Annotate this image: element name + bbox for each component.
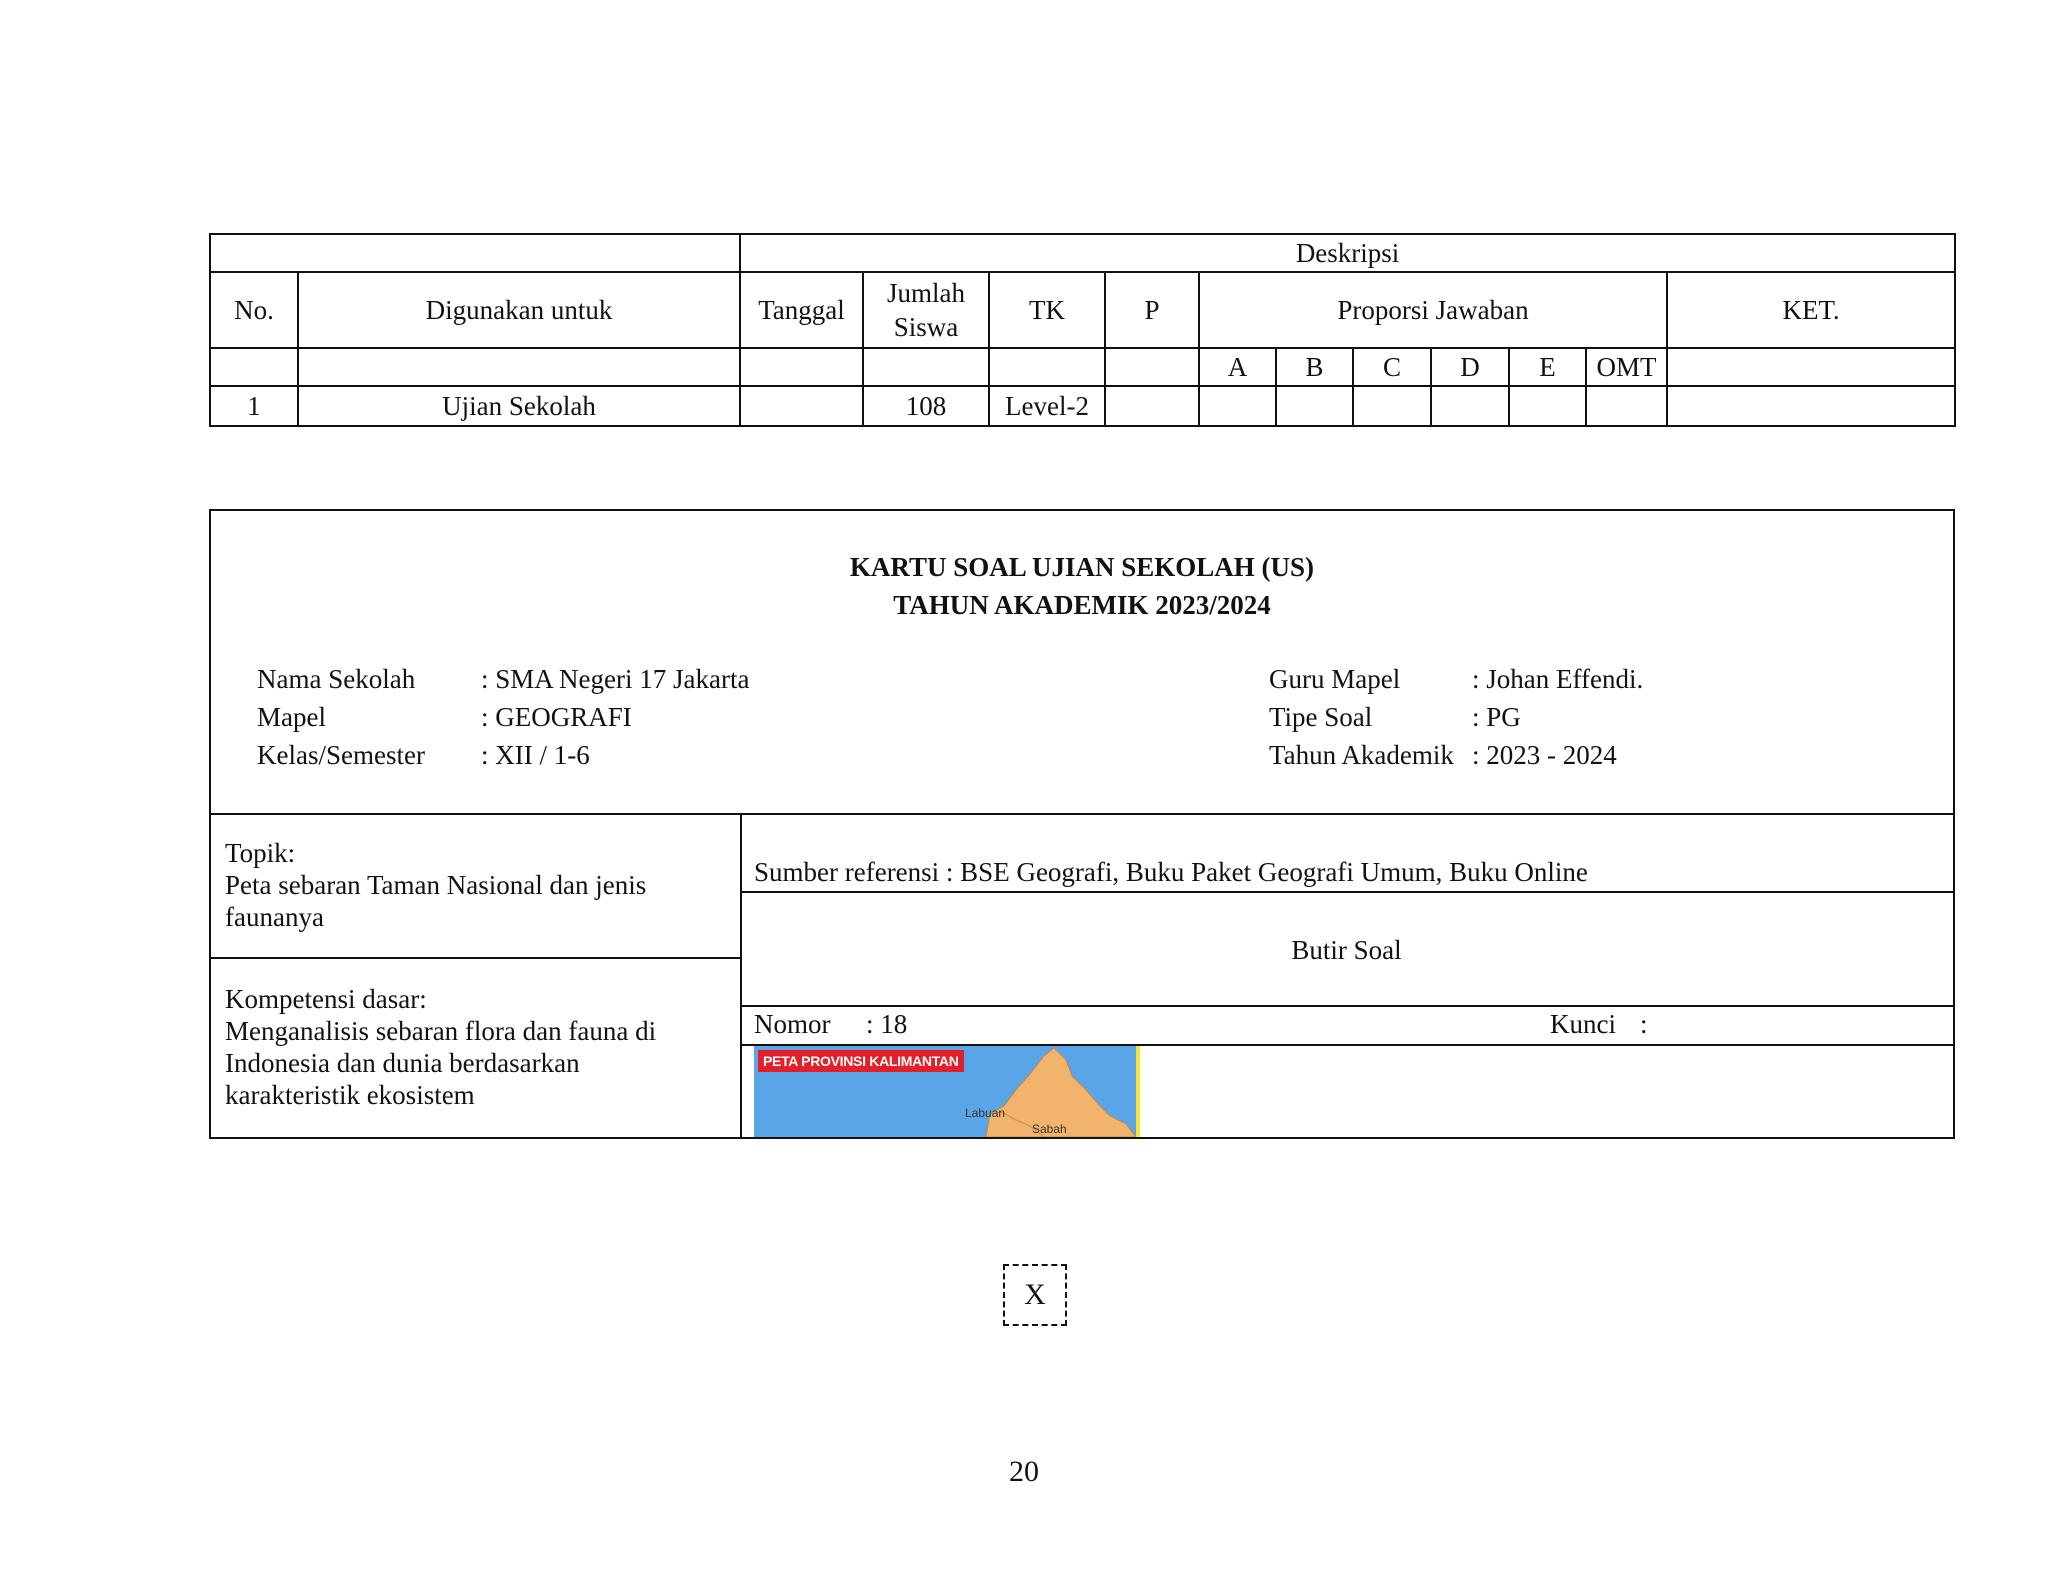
- label-academic-year: Tahun Akademik: [1269, 740, 1454, 770]
- value-teacher: : Johan Effendi.: [1472, 664, 1644, 694]
- header-tk: TK: [989, 272, 1105, 348]
- value-question-type: : PG: [1472, 702, 1521, 732]
- card-title-line2: TAHUN AKADEMIK 2023/2024: [893, 590, 1271, 620]
- option-d: D: [1431, 348, 1509, 386]
- row-option-omt: [1586, 386, 1667, 426]
- option-omt: OMT: [1586, 348, 1667, 386]
- row-date: [740, 386, 863, 426]
- description-header: Deskripsi: [740, 234, 1955, 272]
- school-info-right: [1269, 660, 1643, 774]
- row-used-for: Ujian Sekolah: [298, 386, 740, 426]
- value-class: : XII / 1-6: [481, 740, 590, 770]
- value-academic-year: : 2023 - 2024: [1472, 740, 1617, 770]
- row-option-b: [1276, 386, 1353, 426]
- answer-key: [1550, 1008, 1648, 1040]
- header-students: [863, 272, 989, 348]
- placeholder-marker: X: [1003, 1264, 1067, 1326]
- divider: [211, 813, 1953, 815]
- empty-cell: [210, 348, 298, 386]
- divider: [740, 813, 742, 1137]
- divider: [740, 891, 1953, 893]
- reference-text: Sumber referensi : BSE Geografi, Buku Paket Geografi Umum, Buku Online: [754, 857, 1588, 887]
- topic-line1: Peta sebaran Taman Nasional dan jenis: [225, 870, 647, 900]
- header-p: P: [1105, 272, 1199, 348]
- label-school-name: Nama Sekolah: [257, 664, 416, 694]
- option-e: E: [1509, 348, 1586, 386]
- map-edge: [1136, 1046, 1140, 1137]
- row-option-e: [1509, 386, 1586, 426]
- question-number: [754, 1008, 907, 1040]
- info-row-academic-year: [1269, 736, 1643, 774]
- competency-line2: Indonesia dan dunia berdasarkan: [225, 1048, 580, 1078]
- label-subject: Mapel: [257, 702, 326, 732]
- page-number: 20: [1009, 1455, 1039, 1488]
- row-students: 108: [863, 386, 989, 426]
- label-question-type: Tipe Soal: [1269, 702, 1373, 732]
- competency-line3: karakteristik ekosistem: [225, 1080, 475, 1110]
- empty-cell: [1667, 348, 1955, 386]
- competency-cell: [225, 983, 656, 1111]
- header-date: Tanggal: [740, 272, 863, 348]
- competency-label: Kompetensi dasar:: [225, 984, 427, 1014]
- map-label-sabah: Sabah: [1032, 1122, 1067, 1136]
- row-option-c: [1353, 386, 1431, 426]
- info-row-question-type: [1269, 698, 1643, 736]
- number-label: Nomor: [754, 1009, 831, 1039]
- map-label-labuan: Labuan: [965, 1106, 1006, 1120]
- divider: [740, 1005, 1953, 1007]
- label-class: Kelas/Semester: [257, 740, 425, 770]
- info-row-teacher: [1269, 660, 1643, 698]
- header-students-line2: Siswa: [893, 312, 959, 342]
- info-row-school: [257, 660, 749, 698]
- option-b: B: [1276, 348, 1353, 386]
- number-value: : 18: [866, 1009, 908, 1039]
- competency-line1: Menganalisis sebaran flora dan fauna di: [225, 1016, 657, 1046]
- header-answer-proportion: Proporsi Jawaban: [1199, 272, 1667, 348]
- school-info-left: [257, 660, 749, 774]
- option-c: C: [1353, 348, 1431, 386]
- question-heading: Butir Soal: [1291, 935, 1402, 965]
- key-label: Kunci: [1550, 1009, 1616, 1039]
- map-banner: PETA PROVINSI KALIMANTAN: [758, 1050, 964, 1072]
- empty-cell: [740, 348, 863, 386]
- empty-header-cell: [210, 234, 740, 272]
- row-option-a: [1199, 386, 1276, 426]
- empty-cell: [989, 348, 1105, 386]
- header-notes: KET.: [1667, 272, 1955, 348]
- empty-cell: [298, 348, 740, 386]
- header-students-line1: Jumlah: [887, 278, 965, 308]
- divider: [211, 957, 740, 959]
- table-row: [210, 386, 1955, 426]
- row-tk: Level-2: [989, 386, 1105, 426]
- value-subject: : GEOGRAFI: [481, 702, 632, 732]
- header-no: No.: [210, 272, 298, 348]
- row-notes: [1667, 386, 1955, 426]
- usage-table: [209, 233, 1956, 427]
- row-p: [1105, 386, 1199, 426]
- value-school-name: : SMA Negeri 17 Jakarta: [481, 664, 750, 694]
- label-teacher: Guru Mapel: [1269, 664, 1401, 694]
- empty-cell: [1105, 348, 1199, 386]
- card-title-line1: KARTU SOAL UJIAN SEKOLAH (US): [849, 552, 1315, 582]
- key-value: :: [1640, 1009, 1648, 1039]
- info-row-subject: [257, 698, 749, 736]
- kalimantan-map-image: [754, 1046, 1140, 1137]
- topic-cell: [225, 837, 646, 933]
- topic-label: Topik:: [225, 838, 296, 868]
- topic-line2: faunanya: [225, 902, 324, 932]
- question-card: [209, 509, 1955, 1139]
- empty-cell: [863, 348, 989, 386]
- row-no: 1: [210, 386, 298, 426]
- option-a: A: [1199, 348, 1276, 386]
- row-option-d: [1431, 386, 1509, 426]
- header-used-for: Digunakan untuk: [298, 272, 740, 348]
- info-row-class: [257, 736, 749, 774]
